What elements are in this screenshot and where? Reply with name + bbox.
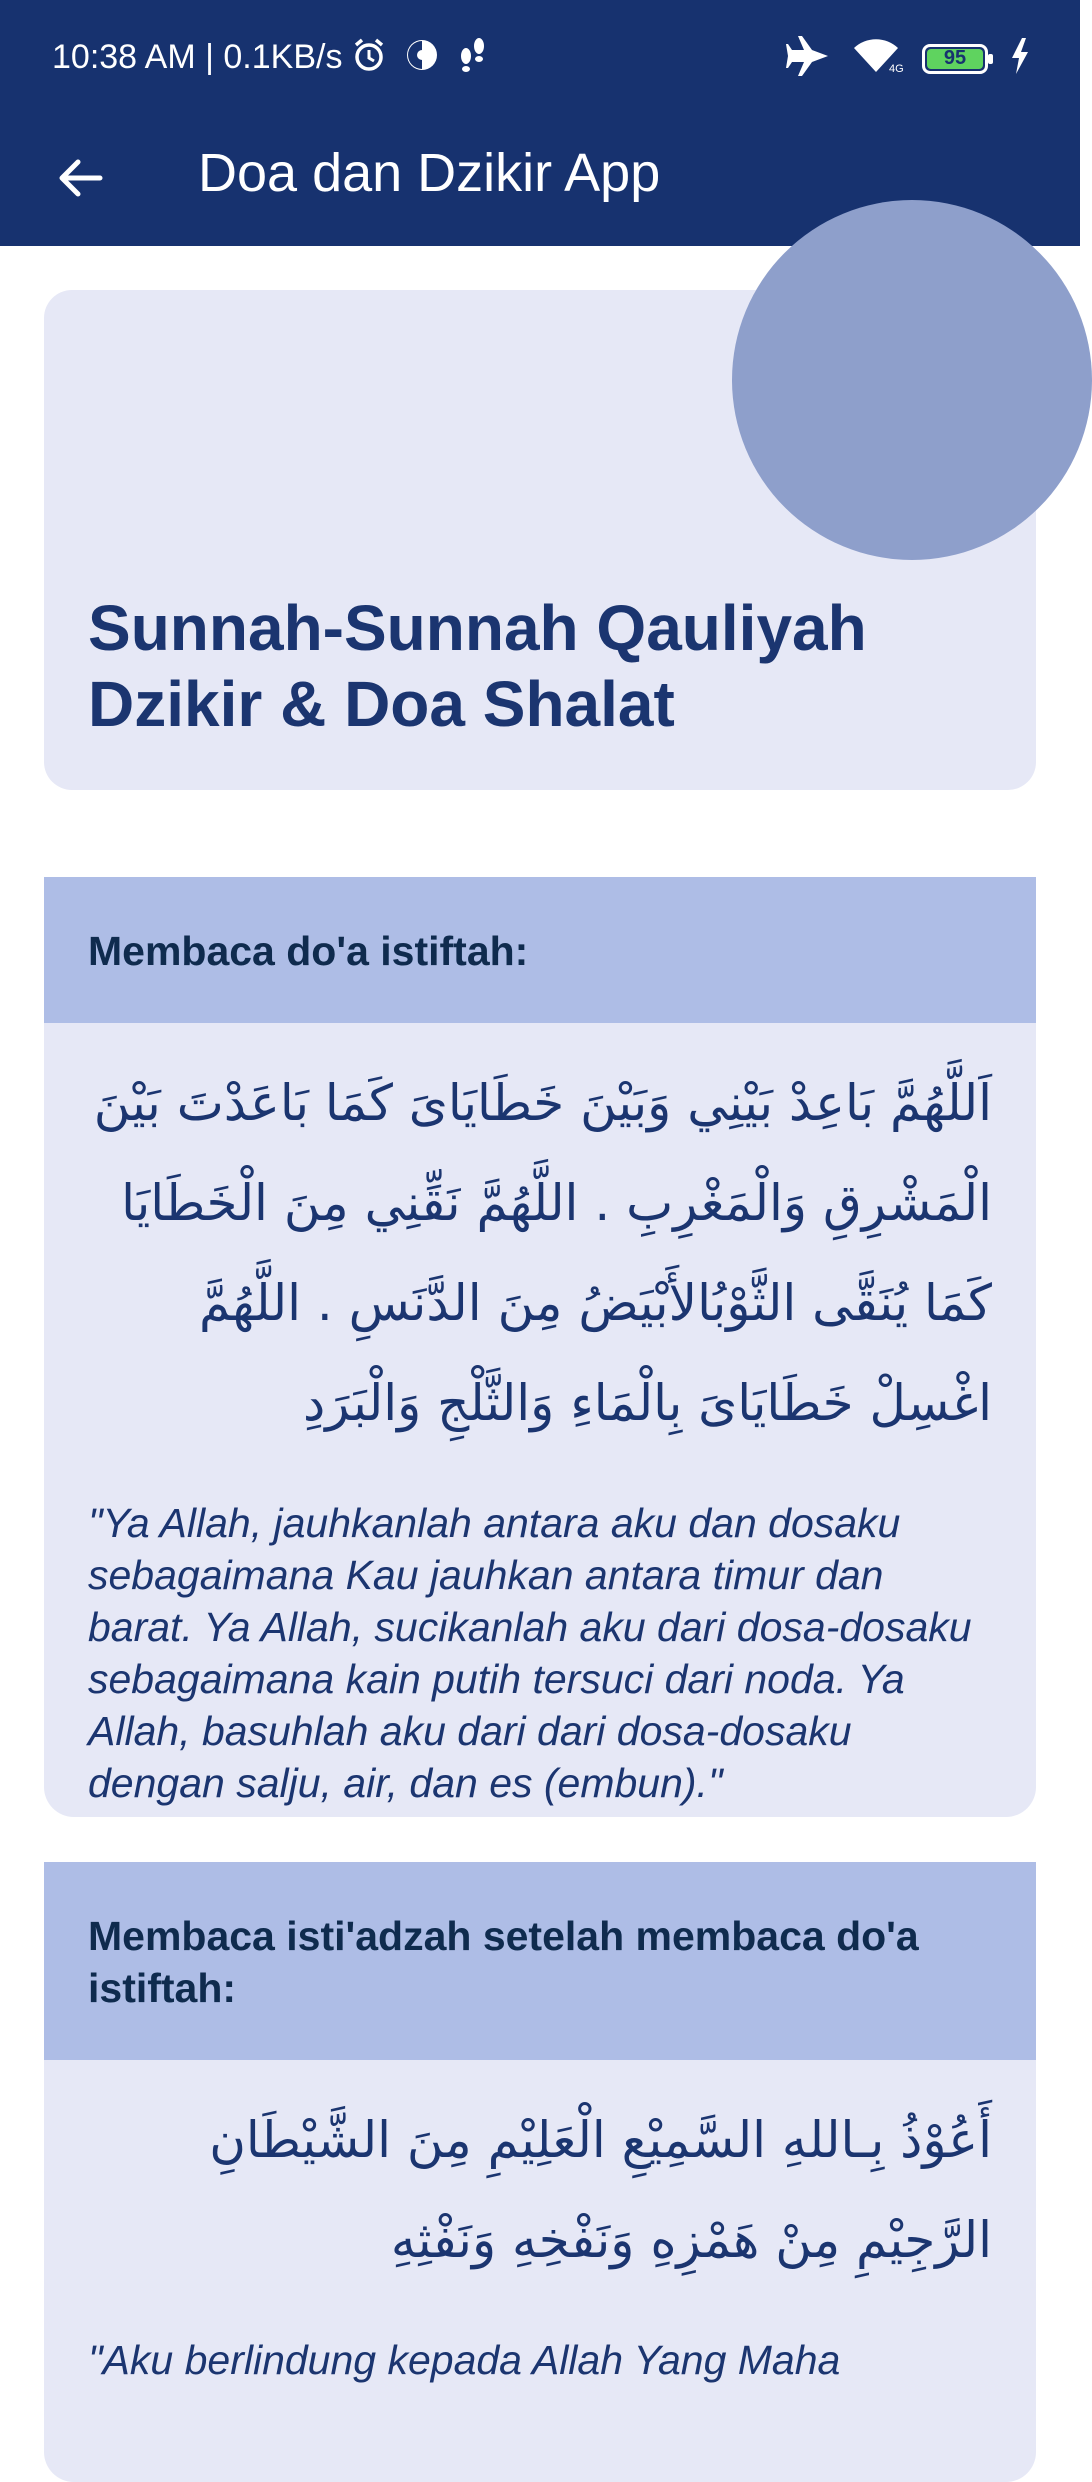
card-title: Membaca do'a istiftah: [88,928,529,974]
dua-card [44,1862,1036,2482]
card-body [44,1023,1036,1839]
card-header [44,1862,1036,2060]
status-time: 10:38 AM | 0.1KB/s [52,38,343,76]
translation-text: "Ya Allah, jauhkanlah antara aku dan dosaku sebagaimana Kau jauhkan antara timur dan barat. Ya Allah, sucikanlah aku dari dosa-dosaku sebagaimana kain putih tersuci dari noda. Ya Allah, basuhlah aku dari dari dosa-dosaku dengan salju, air, dan es (embun)." [88,1500,972,1806]
hero-decoration [732,200,1092,560]
arabic-text: أَعُوْذُ بِـاللهِ السَّمِيْعِ الْعَلِيْمِ مِنَ الشَّيْطَانِ الرَّجِيْمِ مِنْ هَمْزِهِ وَنَفْخِهِ وَنَفْثِهِ [209,2111,992,2269]
card-header [44,877,1036,1023]
translation-text: "Aku berlindung kepada Allah Yang Maha [88,2337,841,2383]
status-bar [0,0,1080,120]
alarm-icon [350,36,388,79]
wifi-icon [852,36,904,81]
back-button[interactable] [40,140,120,220]
hero-card [44,290,1036,790]
card-title: Membaca isti'adzah setelah membaca do'a istiftah: [88,1913,919,2011]
app-title: Doa dan Dzikir App [198,143,661,203]
card-body [44,2060,1036,2416]
airplane-icon [786,36,830,81]
data-saver-icon [404,37,440,78]
battery-level: 95 [943,47,967,69]
status-icons-left [350,36,490,79]
dua-card [44,877,1036,1817]
battery-icon [922,44,988,74]
footsteps-icon [456,36,490,79]
page-title: Sunnah-Sunnah Qauliyah Dzikir & Doa Shalat [88,592,867,740]
svg-text:4G: 4G [889,63,904,75]
arrow-left-icon [56,154,104,207]
status-icons-right [786,36,1030,81]
arabic-text: اَللَّهُمَّ بَاعِدْ بَيْنِي وَبَيْنَ خَطَايَایَ كَمَا بَاعَدْتَ بَيْنَ الْمَشْرِقِ وَالْمَغْرِبِ . اللَّهُمَّ نَقِّنِي مِنَ الْخَطَايَا كَمَا يُنَقَّى الثَّوْبُالأَبْيَضُ مِنَ الدَّنَسِ . اللَّهُمَّ اغْسِلْ خَطَايَایَ بِالْمَاءِ وَالثَّلْجِ وَالْبَرَدِ [93,1074,992,1432]
charging-icon [1010,38,1030,79]
